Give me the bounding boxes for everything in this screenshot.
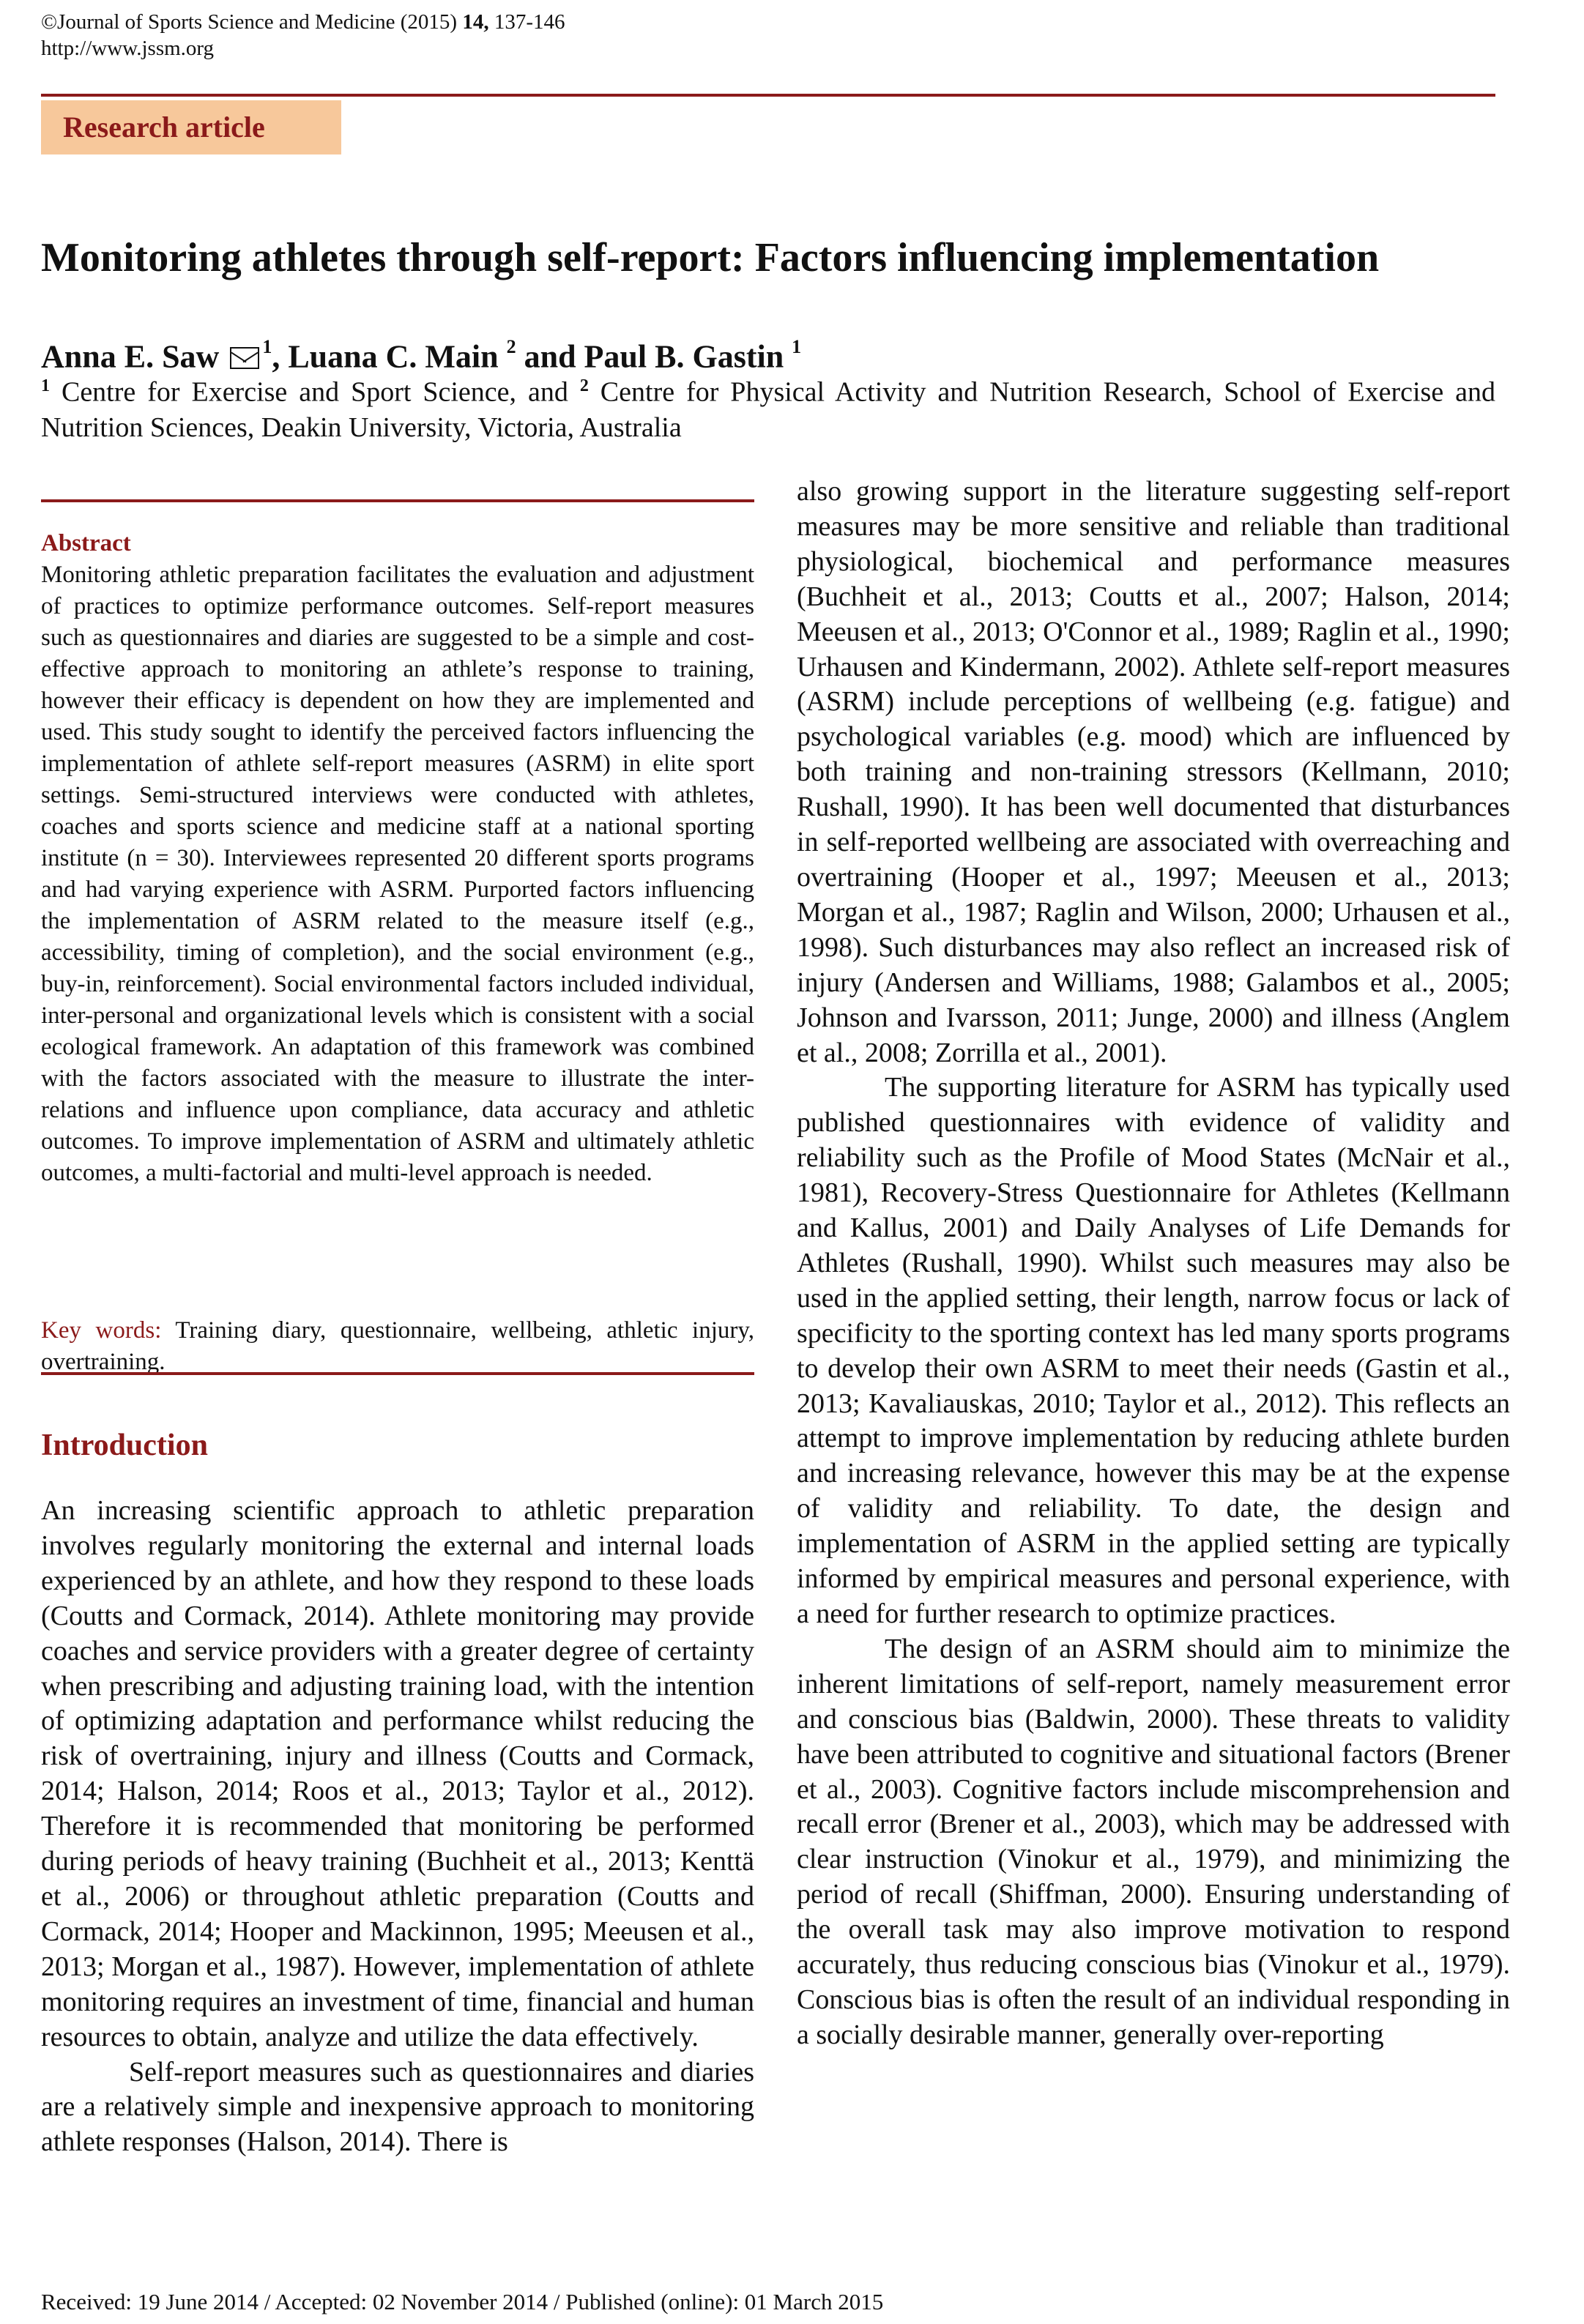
article-type-badge: Research article [41,100,341,154]
abstract-bottom-rule [41,1372,754,1375]
paragraph: also growing support in the literature suggesting self-report measures may be more sensitive and reliable than traditional physiological, biochemical and performance measures (Buchheit et al., 2013; Coutts et al., 2007; Halson, 2014; Meeusen et al., 2013; O'Connor et al., 1989; Raglin et al., 1990; Urhausen and Kindermann, 2002). Athlete self-report measures (ASRM) include perceptions of wellbeing (e.g. fatigue) and psychological variables (e.g. mood) which are influenced by both training and non-training stressors (Kellmann, 2010; Rushall, 1990). It has been well documented that disturbances in self-reported wellbeing are associated with overreaching and overtraining (Hooper et al., 1997; Meeusen et al., 2013; Morgan et al., 1987; Raglin and Wilson, 2000; Urhausen et al., 1998). Such disturbances may also reflect an increased risk of injury (Andersen and Williams, 1988; Galambos et al., 2005; Johnson and Ivarsson, 2011; Junge, 2000) and illness (Anglem et al., 2008; Zorrilla et al., 2001). [797,476,1510,1068]
paragraph: The supporting literature for ASRM has typically used published questionnaires with evidence of validity and reliability such as the Profile of Mood States (McNair et al., 1981), Recovery-Stress Questionnaire for Athletes (Kellmann and Kallus, 2001) and Daily Analyses of Life Demands for Athletes (Rushall, 1990). Whilst such measures may also be used in the applied setting, their length, narrow focus or lack of specificity to the sporting context has led many sports programs to develop their own ASRM to meet their needs (Gastin et al., 2013; Kavaliauskas, 2010; Taylor et al., 2012). This reflects an attempt to improve implementation by reducing athlete burden and increasing relevance, however this may be at the expense of validity and reliability. To date, the design and implementation of ASRM in the applied setting are typically informed by empirical measures and personal experience, with a need for further research to optimize practices. [797,1072,1510,1629]
affiliations: $^1$ Centre for Exercise and Sport Science, and $^2$ Centre for Physical Activity and Nutrition Research, School of Exercise and Nutrition Sciences, Deakin University, Victoria, Australia [41,376,1496,443]
author-2: , Luana C. Main [272,338,499,375]
journal-header [41,9,565,62]
paragraph: The design of an ASRM should aim to minimize the inherent limitations of self-report, namely measurement error and conscious bias (Baldwin, 2000). These threats to validity have been attributed to cognitive and situational factors (Brener et al., 2003). Cognitive factors include miscomprehension and recall error (Brener et al., 2003), which may be addressed with clear instruction (Vinokur et al., 1979), and minimizing the period of recall (Shiffman, 2000). Ensuring understanding of the overall task may also improve motivation to respond accurately, thus reducing conscious bias (Vinokur et al., 1979). Conscious bias is often the result of an individual responding in a socially desirable manner, generally over-reporting [797,1633,1510,2050]
author-1-affil: 1 [262,336,272,357]
right-column [797,474,1510,2053]
author-3: and Paul B. Gastin [524,338,784,375]
paragraph: Self-report measures such as questionnaires and diaries are a relatively simple and inexpensive approach to monitoring athlete responses (Halson, 2014). There is [41,2056,754,2158]
abstract-heading: Abstract [41,530,131,556]
received-dates: Received: 19 June 2014 / Accepted: 02 November 2014 / Published (online): 01 March 2015 [41,2289,884,2314]
journal-url[interactable]: http://www.jssm.org [41,37,215,60]
journal-citation: ©Journal of Sports Science and Medicine (2015) 14, 137-146 [41,10,565,34]
author-3-affil: 1 [792,336,802,357]
journal-pages: 137-146 [494,10,565,34]
header-rule [41,94,1495,97]
email-envelope-icon[interactable] [230,347,259,369]
introduction-body [41,1494,754,2160]
keywords-label: Key words: [41,1317,162,1344]
paragraph: An increasing scientific approach to athletic preparation involves regularly monitoring the external and internal loads experienced by an athlete, and how they respond to these loads (Coutts and Cormack, 2014). Athlete monitoring may provide coaches and service providers with a greater degree of certainty when prescribing and adjusting training load, with the intention of optimizing adaptation and performance whilst reducing the risk of overtraining, injury and illness (Coutts and Cormack, 2014; Halson, 2014; Roos et al., 2013; Taylor et al., 2012). Therefore it is recommended that monitoring be performed during periods of heavy training (Buchheit et al., 2013; Kenttä et al., 2006) or throughout athletic preparation (Coutts and Cormack, 2014; Hooper and Mackinnon, 1995; Meeusen et al., 2013; Morgan et al., 1987). However, implementation of athlete monitoring requires an investment of time, financial and human resources to obtain, analyze and utilize the data effectively. [41,1495,754,2052]
abstract-top-rule [41,499,754,502]
article-title: Monitoring athletes through self-report: Factors influencing implementation [41,235,1380,280]
introduction-heading: Introduction [41,1429,208,1462]
author-1: Anna E. Saw [41,338,220,375]
journal-volume: 14, [462,10,489,34]
keywords [41,1315,754,1378]
abstract-text: Monitoring athletic preparation facilitates the evaluation and adjustment of practices to optimize performance outcomes. Self-report measures such as questionnaires and diaries are suggested to be a simple and cost-effective approach to monitoring an athlete’s response to training, however their efficacy is dependent on how they are implemented and used. This study sought to identify the perceived factors influencing the implementation of athlete self-report measures (ASRM) in elite sport settings. Semi-structured interviews were conducted with athletes, coaches and sports science and medicine staff at a national sporting institute (n = 30). Interviewees represented 20 different sports programs and had varying experience with ASRM. Purported factors influencing the implementation of ASRM related to the measure itself (e.g., accessibility, timing of completion), and the social environment (e.g., buy-in, reinforcement). Social environmental factors included individual, inter-personal and organizational levels which is consistent with a social ecological framework. An adaptation of this framework was combined with the factors associated with the measure to illustrate the inter-relations and influence upon compliance, data accuracy and athletic outcomes. To improve implementation of ASRM and ultimately athletic outcomes, a multi-factorial and multi-level approach is needed. [41,562,754,1186]
author-2-affil: 2 [506,336,516,357]
keywords-text: Training diary, questionnaire, wellbeing, athletic injury, overtraining. [41,1317,754,1375]
